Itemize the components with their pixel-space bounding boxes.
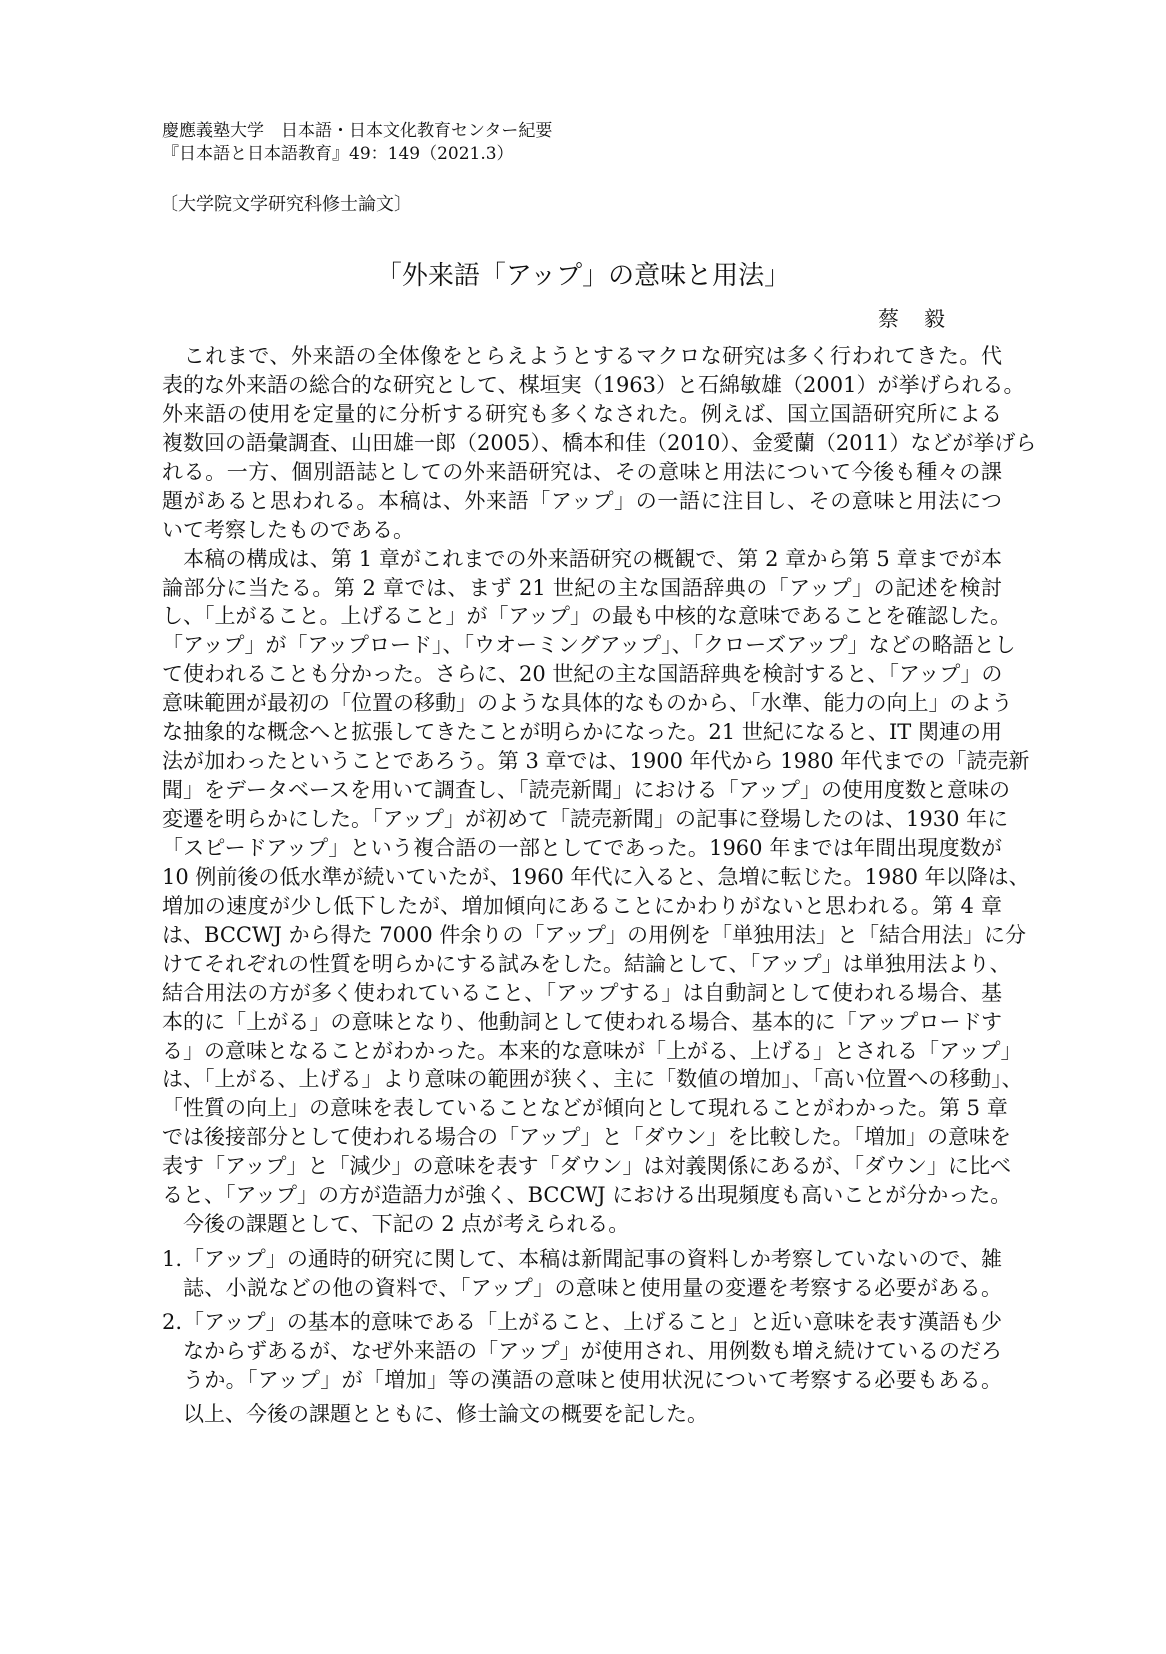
list-text <box>183 1245 1002 1303</box>
text-line: 変遷を明らかにした。「アップ」が初めて「読売新聞」の記事に登場したのは、1930 年に <box>162 807 1009 831</box>
text-line: る」の意味となることがわかった。本来的な意味が「上がる、上げる」とされる「アップ」 <box>162 1038 1022 1063</box>
text-line: し、「上がること。上げること」が「アップ」の最も中核的な意味であることを確認した。 <box>162 604 1012 629</box>
list-item <box>162 1308 1002 1395</box>
text-line: 表す「アップ」と「減少」の意味を表す「ダウン」は対義関係にあるが、「ダウン」に比べ <box>162 1154 1012 1179</box>
text-line: 「アップ」が「アップロード」、「ウオーミングアップ」、「クローズアップ」などの略語とし <box>162 633 1016 658</box>
text-line: は、「上がる、上げる」より意味の範囲が狭く、主に「数値の増加」、「高い位置への移動」、 <box>162 1067 1023 1092</box>
text-line: けてそれぞれの性質を明らかにする試みをした。結論として、「アップ」は単独用法より、 <box>162 951 1011 976</box>
text-line: 「アップ」の通時的研究に関して、本稿は新聞記事の資料しか考察していないので、雑 <box>183 1247 1002 1272</box>
text-line: では後接部分として使われる場合の「アップ」と「ダウン」を比較した。「増加」の意味を <box>162 1125 1012 1150</box>
text-line: 「性質の向上」の意味を表していることなどが傾向として現れることがわかった。第 5 章 <box>162 1096 1008 1121</box>
text-line: 題があると思われる。本稿は、外来語「アップ」の一語に注目し、その意味と用法につ <box>162 488 1002 513</box>
text-line: 複数回の語彙調査、山田雄一郎（2005）、橋本和佳（2010）、金愛蘭（2011）などが挙げら <box>162 430 1037 455</box>
text-line: なからずあるが、なぜ外来語の「アップ」が使用され、用例数も増え続けているのだろ <box>183 1338 1002 1363</box>
text-line: 今後の課題として、下記の 2 点が考えられる。 <box>162 1212 630 1237</box>
text-line: 「スピードアップ」という複合語の一部としてであった。1960 年までは年間出現度数が <box>162 835 1002 860</box>
text-line: れる。一方、個別語誌としての外来語研究は、その意味と用法について今後も種々の課 <box>162 459 1002 484</box>
text-line: は、BCCWJ から得た 7000 件余りの「アップ」の用例を「単独用法」と「結合用法」に分 <box>162 922 1026 947</box>
paragraph-intro <box>162 342 1037 545</box>
issues-list <box>162 1245 1002 1395</box>
text-line: 外来語の使用を定量的に分析する研究も多くなされた。例えば、国立国語研究所による <box>162 401 1002 426</box>
journal-citation: 『日本語と日本語教育』49：149（2021.3） <box>162 144 514 164</box>
text-line: これまで、外来語の全体像をとらえようとするマクロな研究は多く行われてきた。代 <box>162 344 1002 368</box>
text-line: 法が加わったということであろう。第 3 章では、1900 年代から 1980 年代までの「読売新 <box>162 749 1030 774</box>
list-number: 1. <box>162 1247 183 1272</box>
text-line: な抽象的な概念へと拡張してきたことが明らかになった。21 世紀になると、IT 関連の用 <box>162 720 1002 745</box>
text-line: 表的な外来語の総合的な研究として、楳垣実（1963）と石綿敏雄（2001）が挙げられる。 <box>162 372 1025 397</box>
category-label: 〔大学院文学研究科修士論文〕 <box>160 194 412 215</box>
page-title: 「外来語「アップ」の意味と用法」 <box>375 261 791 291</box>
text-line: 10 例前後の低水準が続いていたが、1960 年代に入ると、急増に転じた。1980 年以降は、 <box>162 864 1030 889</box>
list-text <box>183 1308 1002 1395</box>
text-line: 誌、小説などの他の資料で、「アップ」の意味と使用量の変遷を考察する必要がある。 <box>183 1276 1002 1300</box>
text-line: うか。「アップ」が「増加」等の漢語の意味と使用状況について考察する必要もある。 <box>183 1367 1002 1392</box>
text-line: 本稿の構成は、第 1 章がこれまでの外来語研究の概観で、第 2 章から第 5 章までが本 <box>162 546 1002 571</box>
text-line: 以上、今後の課題とともに、修士論文の概要を記した。 <box>183 1401 708 1426</box>
paragraph-issues-intro <box>162 1210 1002 1239</box>
list-number: 2. <box>162 1309 183 1334</box>
text-line: 結合用法の方が多く使われていること、「アップする」は自動詞として使われる場合、基 <box>162 980 1002 1005</box>
paragraph-summary <box>162 545 1030 1211</box>
text-line: 意味範囲が最初の「位置の移動」のような具体的なものから、「水準、能力の向上」のよう <box>162 691 1013 716</box>
text-line: 論部分に当たる。第 2 章では、まず 21 世紀の主な国語辞典の「アップ」の記述を検討 <box>162 575 1002 600</box>
list-item <box>162 1245 1002 1303</box>
text-line: 増加の速度が少し低下したが、増加傾向にあることにかわりがないと思われる。第 4 章 <box>162 893 1002 918</box>
text-line: 「アップ」の基本的意味である「上がること、上げること」と近い意味を表す漢語も少 <box>183 1309 1002 1334</box>
journal-institution: 慶應義塾大学 日本語・日本文化教育センター紀要 <box>162 121 553 141</box>
text-line: 聞」をデータベースを用いて調査し、「読売新聞」における「アップ」の使用度数と意味の <box>162 778 1010 803</box>
text-line: 本的に「上がる」の意味となり、他動詞として使われる場合、基本的に「アップロードす <box>162 1009 1002 1034</box>
text-line: て使われることも分かった。さらに、20 世紀の主な国語辞典を検討すると、「アップ」の <box>162 662 1003 687</box>
closing-paragraph <box>162 1400 1002 1429</box>
author-name: 蔡 毅 <box>878 307 947 331</box>
text-line: ると、「アップ」の方が造語力が強く、BCCWJ における出現頻度も高いことが分かった。 <box>162 1183 1012 1208</box>
abstract-body <box>162 342 1037 1429</box>
text-line: いて考察したものである。 <box>162 517 414 542</box>
